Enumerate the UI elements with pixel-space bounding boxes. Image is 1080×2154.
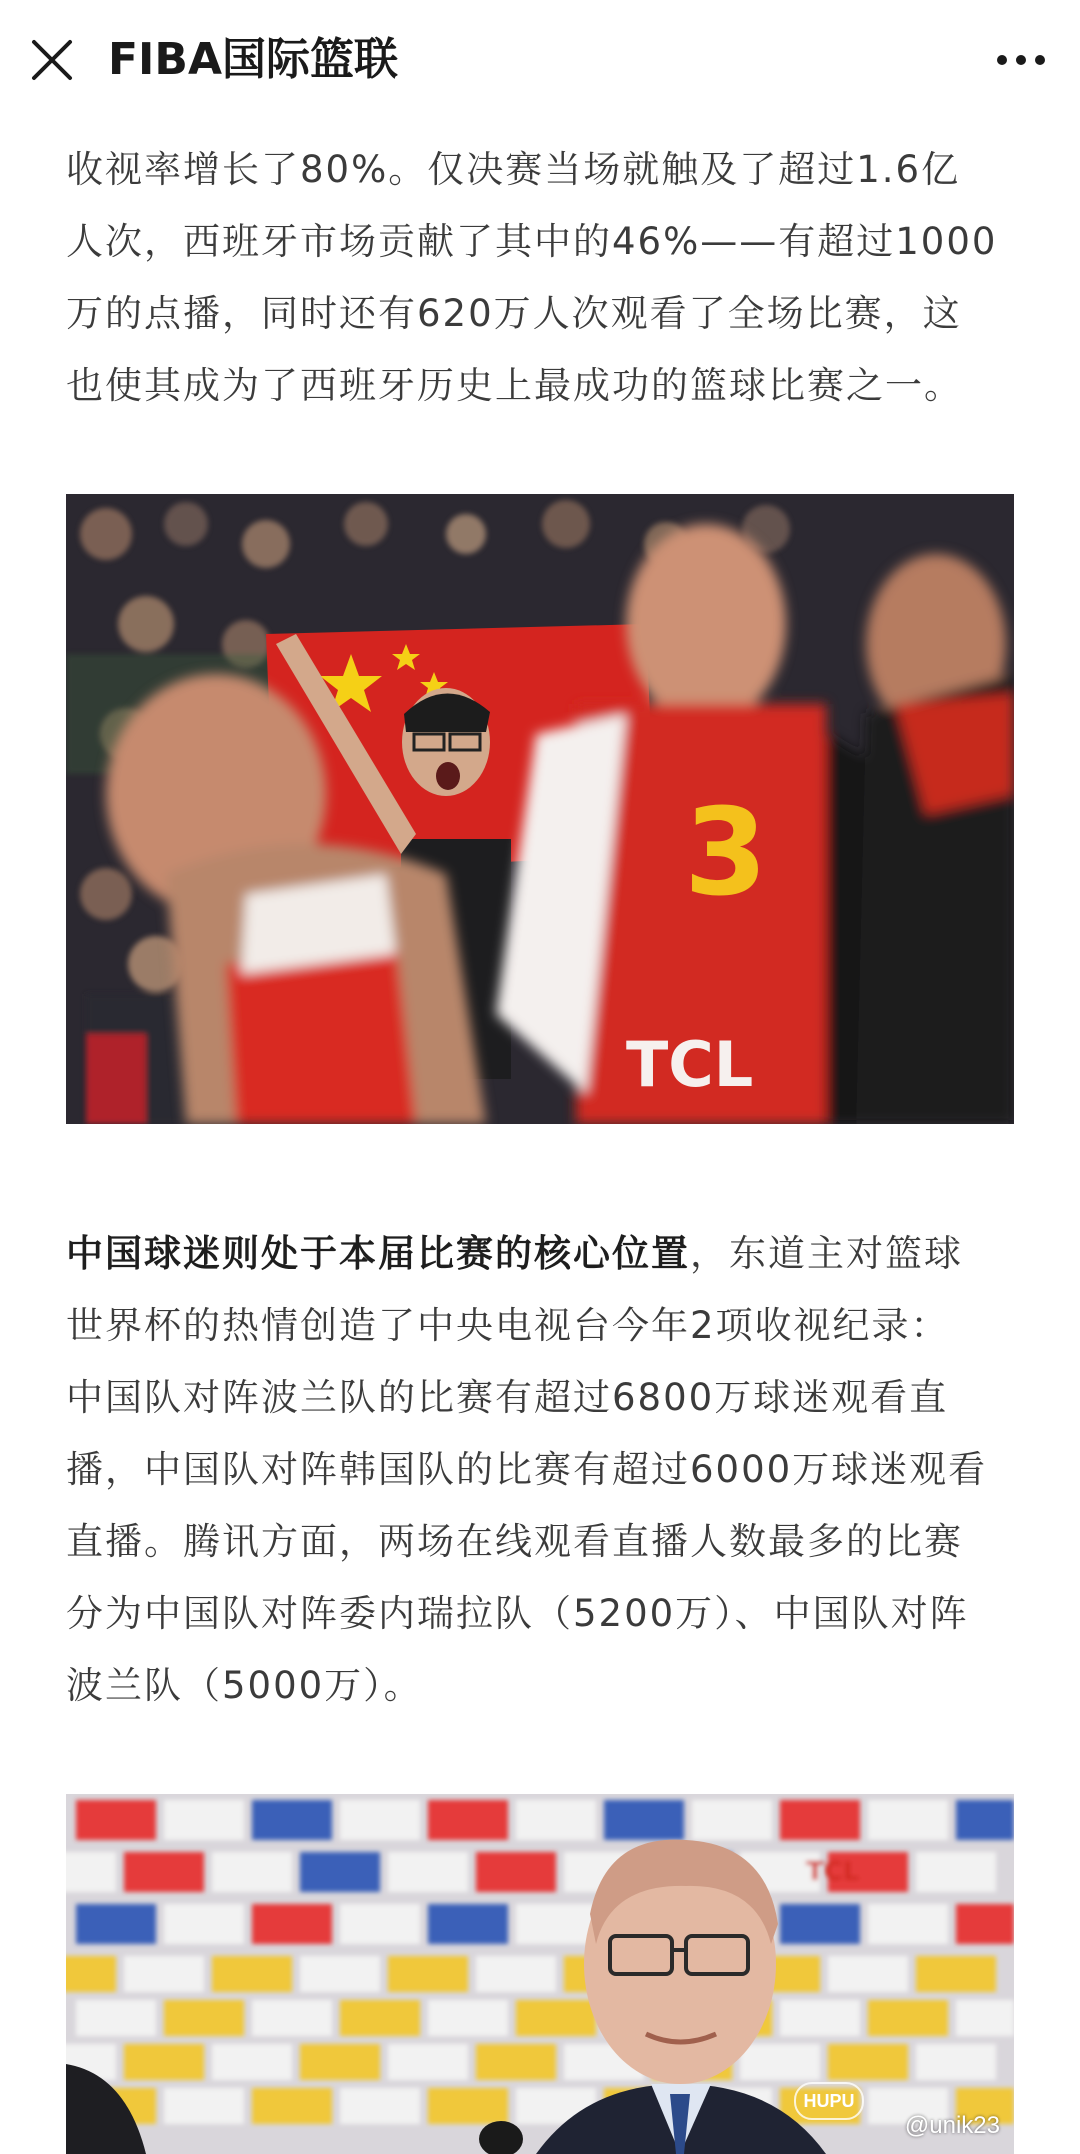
jersey-number: 3 — [684, 784, 768, 923]
paragraph-line: 人次，西班牙市场贡献了其中的46%——有超过1000 — [66, 220, 998, 263]
article-paragraph-1 — [66, 134, 1016, 422]
paragraph-line: 也使其成为了西班牙历史上最成功的篮球比赛之一。 — [66, 364, 963, 407]
photo-press-conference — [66, 1794, 1014, 2154]
paragraph-line: 世界杯的热情创造了中央电视台今年2项收视纪录： — [66, 1304, 950, 1347]
paragraph-line: 中国队对阵波兰队的比赛有超过6800万球迷观看直 — [66, 1376, 949, 1419]
paragraph-line: 万的点播，同时还有620万人次观看了全场比赛，这 — [66, 292, 962, 335]
paragraph-line: 收视率增长了80%。仅决赛当场就触及了超过1.6亿 — [66, 148, 961, 191]
top-bar — [0, 0, 1080, 120]
backdrop-sponsor: TCL — [806, 1857, 860, 1887]
photo-fans-with-flag — [66, 494, 1014, 1124]
paragraph-line: 分为中国队对阵委内瑞拉队（5200万）、中国队对阵 — [66, 1592, 969, 1635]
account-title: FIBA国际篮联 — [108, 34, 399, 85]
bold-highlight: 中国球迷则处于本届比赛的核心位置 — [66, 1232, 690, 1275]
close-button[interactable] — [30, 38, 74, 82]
paragraph-fragment: ，东道主对篮球 — [690, 1232, 963, 1275]
paragraph-line: 波兰队（5000万）。 — [66, 1664, 423, 1707]
close-icon — [30, 38, 74, 82]
jersey-sponsor: TCL — [626, 1028, 754, 1101]
paragraph-line — [66, 1218, 1016, 1290]
hupu-logo: HUPU — [794, 2082, 864, 2120]
more-icon — [994, 42, 1048, 78]
user-watermark: @unik23 — [904, 2112, 1000, 2139]
article-paragraph-2 — [66, 1218, 1016, 1722]
paragraph-line: 播，中国队对阵韩国队的比赛有超过6000万球迷观看 — [66, 1448, 988, 1491]
paragraph-line: 直播。腾讯方面，两场在线观看直播人数最多的比赛 — [66, 1520, 963, 1563]
more-button[interactable] — [994, 42, 1048, 78]
